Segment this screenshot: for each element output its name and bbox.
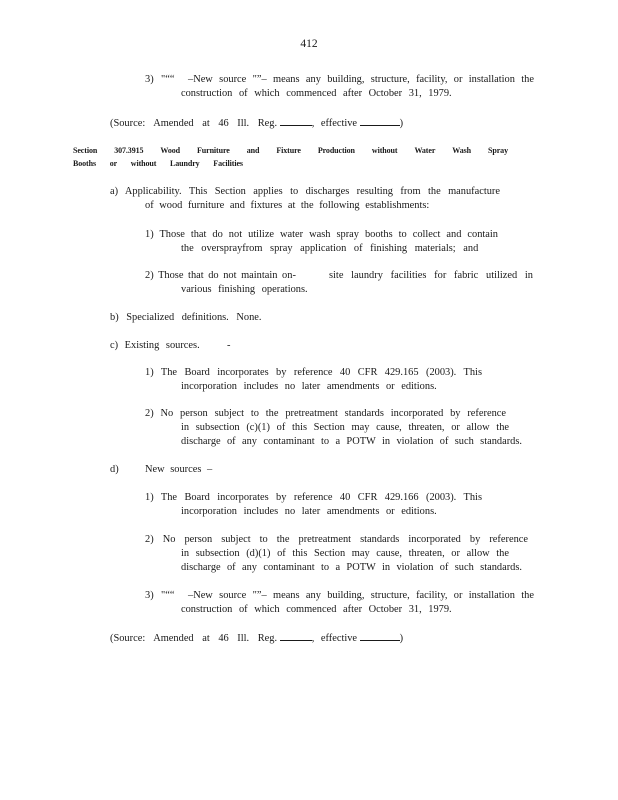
subsection-d-item-1-line-1: 1) The Board incorporates by reference 40 CFR 429.166 (2003). This [145,492,482,503]
heading-word: Water [414,146,436,155]
subsection-a-item-2-line-2: various finishing operations. [181,284,308,295]
heading-word: or [109,159,118,168]
subsection-c-item-1-line-2: incorporation includes no later amendments or editions. [181,381,437,392]
top-item-marks: "““ [161,74,175,85]
top-item-line-1: –New source "”– means any building, structure, facility, or installation the [188,74,534,85]
source-note-2-mid: , effective [311,633,358,644]
subsection-d-item-2-line-2: in subsection (d)(1) of this Section may cause, threaten, or allow the [181,548,509,559]
heading-word: Wood [160,146,180,155]
heading-word: Fixture [276,146,301,155]
heading-word: Wash [452,146,472,155]
subsection-c-item-1-line-1: 1) The Board incorporates by reference 40 CFR 429.165 (2003). This [145,367,482,378]
subsection-c-item-2-line-2: in subsection (c)(1) of this Section may cause, threaten, or allow the [181,422,509,433]
heading-word: and [246,146,260,155]
top-item-line-2: construction of which commenced after October 31, 1979. [181,88,452,99]
top-item-number: 3) [145,74,154,85]
source-note-2-blank-2 [360,631,400,641]
subsection-a-item-1-line-1: 1) Those that do not utilize water wash spray booths to collect and contain [145,229,498,240]
heading-word: without [371,146,398,155]
source-note-1-blank-1 [280,116,312,126]
subsection-d-item-3-marks: "““ [161,590,175,601]
section-heading-line-1 [73,145,508,157]
source-note-2-close: ) [399,633,404,644]
heading-word: Furniture [197,146,230,155]
heading-word: 307.3915 [114,146,144,155]
page-number: 412 [300,38,318,50]
subsection-c-item-2-line-3: discharge of any contaminant to a POTW in violation of such standards. [181,436,522,447]
source-note-2 [110,631,403,646]
subsection-d-item-2-line-1: 2) No person subject to the pretreatment standards incorporated by reference [145,534,528,545]
heading-word: Laundry [170,159,200,168]
subsection-d-item-2-line-3: discharge of any contaminant to a POTW in violation of such standards. [181,562,522,573]
subsection-c-dash: - [227,340,231,351]
source-note-1-blank-2 [360,116,400,126]
subsection-a-item-1-line-2: the oversprayfrom spray application of finishing materials; and [181,243,479,254]
subsection-d-letter: d) [110,464,119,475]
source-note-1-prefix: (Source: Amended at 46 Ill. Reg. [110,118,278,129]
source-note-1-close: ) [399,118,404,129]
heading-word: Booths [73,159,96,168]
heading-word: Spray [488,146,508,155]
subsection-a-item-2-line-1a: 2) Those that do not maintain on- [145,270,296,281]
subsection-d-label: New sources – [145,464,213,475]
source-note-2-prefix: (Source: Amended at 46 Ill. Reg. [110,633,278,644]
section-heading-line-2 [73,158,243,170]
heading-word: Production [317,146,355,155]
source-note-1-mid: , effective [311,118,358,129]
subsection-d-item-3-line-1: –New source "”– means any building, structure, facility, or installation the [188,590,534,601]
heading-word: without [130,159,157,168]
heading-word: Facilities [213,159,243,168]
subsection-b: b) Specialized definitions. None. [110,312,262,323]
source-note-1 [110,116,403,131]
subsection-a-line-1: a) Applicability. This Section applies to discharges resulting from the manufacture [110,186,500,197]
source-note-2-blank-1 [280,631,312,641]
subsection-d-item-1-line-2: incorporation includes no later amendments or editions. [181,506,437,517]
subsection-c-label: c) Existing sources. [110,340,200,351]
subsection-c-item-2-line-1: 2) No person subject to the pretreatment standards incorporated by reference [145,408,506,419]
subsection-d-item-3-line-2: construction of which commenced after October 31, 1979. [181,604,452,615]
subsection-a-item-2-line-1b: site laundry facilities for fabric utilized in [329,270,533,281]
heading-word: Section [73,146,98,155]
subsection-a-line-2: of wood furniture and fixtures at the following establishments: [145,200,430,211]
subsection-d-item-3-number: 3) [145,590,154,601]
